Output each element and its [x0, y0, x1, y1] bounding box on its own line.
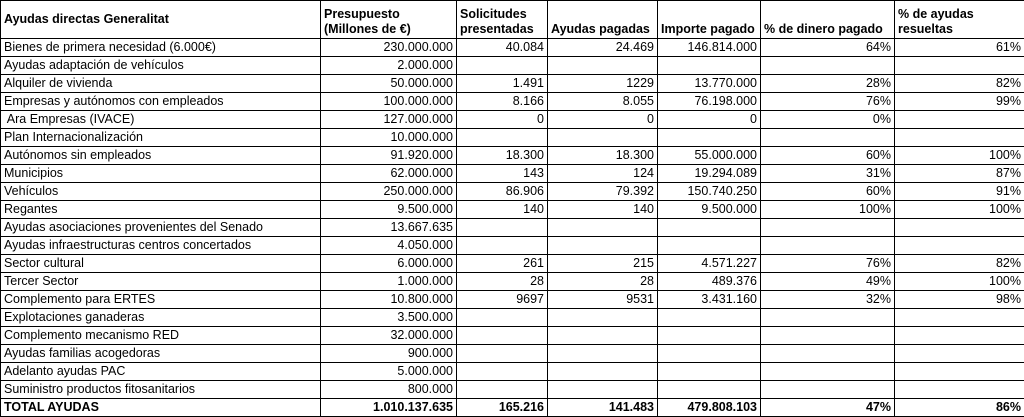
cell-amount-paid: 55.000.000: [658, 147, 761, 165]
cell-pct-money: 32%: [761, 291, 895, 309]
cell-amount-paid: [658, 363, 761, 381]
cell-pct-resolved: 82%: [895, 75, 1024, 93]
cell-pct-resolved: [895, 363, 1024, 381]
cell-budget: 91.920.000: [321, 147, 457, 165]
cell-requests: [457, 309, 548, 327]
cell-paid-aids: 28: [548, 273, 658, 291]
cell-pct-resolved: [895, 57, 1024, 75]
cell-pct-resolved: 98%: [895, 291, 1024, 309]
cell-pct-money: [761, 363, 895, 381]
table-row: [1, 165, 1024, 183]
cell-amount-paid: [658, 345, 761, 363]
table-row: [1, 111, 1024, 129]
cell-concept: Tercer Sector: [1, 273, 321, 291]
table-row: [1, 57, 1024, 75]
cell-budget: 62.000.000: [321, 165, 457, 183]
cell-concept: Plan Internacionalización: [1, 129, 321, 147]
cell-budget: 250.000.000: [321, 183, 457, 201]
table-row: [1, 381, 1024, 399]
cell-requests: 40.084: [457, 39, 548, 57]
cell-paid-aids: 140: [548, 201, 658, 219]
cell-concept: Complemento para ERTES: [1, 291, 321, 309]
cell-pct-money: 76%: [761, 255, 895, 273]
cell-pct-money: 64%: [761, 39, 895, 57]
total-budget: 1.010.137.635: [321, 399, 457, 417]
table-row: [1, 93, 1024, 111]
cell-budget: 50.000.000: [321, 75, 457, 93]
cell-concept: Explotaciones ganaderas: [1, 309, 321, 327]
cell-pct-money: 100%: [761, 201, 895, 219]
header-pct-resolved: % de ayudas resueltas: [895, 1, 1024, 39]
cell-pct-resolved: 99%: [895, 93, 1024, 111]
table-row: [1, 273, 1024, 291]
cell-pct-resolved: [895, 381, 1024, 399]
cell-concept: Vehículos: [1, 183, 321, 201]
cell-paid-aids: [548, 219, 658, 237]
header-row: [1, 1, 1024, 39]
cell-pct-resolved: 91%: [895, 183, 1024, 201]
cell-amount-paid: [658, 381, 761, 399]
total-requests: 165.216: [457, 399, 548, 417]
cell-pct-resolved: 61%: [895, 39, 1024, 57]
cell-requests: [457, 381, 548, 399]
cell-requests: 86.906: [457, 183, 548, 201]
cell-requests: [457, 327, 548, 345]
table-row: [1, 237, 1024, 255]
cell-pct-resolved: [895, 309, 1024, 327]
total-pct-money: 47%: [761, 399, 895, 417]
cell-paid-aids: 0: [548, 111, 658, 129]
cell-requests: 140: [457, 201, 548, 219]
cell-requests: 143: [457, 165, 548, 183]
cell-pct-resolved: 100%: [895, 147, 1024, 165]
cell-requests: [457, 345, 548, 363]
cell-paid-aids: [548, 237, 658, 255]
cell-paid-aids: [548, 345, 658, 363]
cell-requests: [457, 129, 548, 147]
cell-requests: 261: [457, 255, 548, 273]
cell-concept: Municipios: [1, 165, 321, 183]
cell-requests: [457, 363, 548, 381]
cell-paid-aids: [548, 381, 658, 399]
total-paid-aids: 141.483: [548, 399, 658, 417]
cell-paid-aids: 1229: [548, 75, 658, 93]
cell-pct-money: [761, 237, 895, 255]
cell-requests: 8.166: [457, 93, 548, 111]
cell-budget: 9.500.000: [321, 201, 457, 219]
cell-budget: 4.050.000: [321, 237, 457, 255]
cell-amount-paid: 9.500.000: [658, 201, 761, 219]
cell-amount-paid: 4.571.227: [658, 255, 761, 273]
cell-amount-paid: [658, 309, 761, 327]
cell-requests: [457, 237, 548, 255]
cell-budget: 6.000.000: [321, 255, 457, 273]
cell-paid-aids: [548, 309, 658, 327]
cell-pct-resolved: 82%: [895, 255, 1024, 273]
cell-concept: Suministro productos fitosanitarios: [1, 381, 321, 399]
table-row: [1, 255, 1024, 273]
table-row: [1, 183, 1024, 201]
total-pct-resolved: 86%: [895, 399, 1024, 417]
cell-amount-paid: [658, 327, 761, 345]
table-row: [1, 129, 1024, 147]
table-row: [1, 147, 1024, 165]
cell-amount-paid: 76.198.000: [658, 93, 761, 111]
cell-pct-money: 28%: [761, 75, 895, 93]
table-row: [1, 201, 1024, 219]
cell-paid-aids: 124: [548, 165, 658, 183]
cell-budget: 13.667.635: [321, 219, 457, 237]
header-pct-money: % de dinero pagado: [761, 1, 895, 39]
cell-pct-money: 76%: [761, 93, 895, 111]
cell-budget: 900.000: [321, 345, 457, 363]
cell-pct-money: 31%: [761, 165, 895, 183]
cell-concept: Alquiler de vivienda: [1, 75, 321, 93]
header-paid-aids: Ayudas pagadas: [548, 1, 658, 39]
cell-pct-resolved: [895, 219, 1024, 237]
cell-budget: 1.000.000: [321, 273, 457, 291]
cell-budget: 5.000.000: [321, 363, 457, 381]
table-row: [1, 327, 1024, 345]
cell-requests: 0: [457, 111, 548, 129]
cell-concept: Ayudas familias acogedoras: [1, 345, 321, 363]
header-concept: Ayudas directas Generalitat: [1, 1, 321, 39]
cell-pct-resolved: 100%: [895, 201, 1024, 219]
table-row: [1, 291, 1024, 309]
cell-pct-money: 49%: [761, 273, 895, 291]
cell-pct-resolved: [895, 345, 1024, 363]
cell-budget: 100.000.000: [321, 93, 457, 111]
cell-requests: 1.491: [457, 75, 548, 93]
cell-pct-resolved: 100%: [895, 273, 1024, 291]
cell-pct-resolved: [895, 237, 1024, 255]
cell-requests: 18.300: [457, 147, 548, 165]
cell-paid-aids: [548, 363, 658, 381]
cell-budget: 32.000.000: [321, 327, 457, 345]
cell-budget: 10.800.000: [321, 291, 457, 309]
table-row: [1, 345, 1024, 363]
cell-paid-aids: 24.469: [548, 39, 658, 57]
cell-amount-paid: 19.294.089: [658, 165, 761, 183]
cell-amount-paid: 489.376: [658, 273, 761, 291]
cell-concept: Adelanto ayudas PAC: [1, 363, 321, 381]
header-requests: Solicitudes presentadas: [457, 1, 548, 39]
cell-pct-resolved: [895, 129, 1024, 147]
cell-budget: 800.000: [321, 381, 457, 399]
cell-pct-resolved: [895, 111, 1024, 129]
cell-concept: Sector cultural: [1, 255, 321, 273]
cell-pct-resolved: 87%: [895, 165, 1024, 183]
cell-paid-aids: 9531: [548, 291, 658, 309]
cell-paid-aids: [548, 57, 658, 75]
cell-concept: Complemento mecanismo RED: [1, 327, 321, 345]
cell-budget: 3.500.000: [321, 309, 457, 327]
cell-amount-paid: 146.814.000: [658, 39, 761, 57]
cell-amount-paid: [658, 237, 761, 255]
cell-paid-aids: 8.055: [548, 93, 658, 111]
cell-pct-money: [761, 57, 895, 75]
cell-pct-money: 60%: [761, 147, 895, 165]
header-budget: Presupuesto (Millones de €): [321, 1, 457, 39]
cell-concept: Ayudas asociaciones provenientes del Senado: [1, 219, 321, 237]
cell-concept: Autónomos sin empleados: [1, 147, 321, 165]
cell-budget: 230.000.000: [321, 39, 457, 57]
cell-paid-aids: 18.300: [548, 147, 658, 165]
cell-pct-money: [761, 327, 895, 345]
cell-amount-paid: 0: [658, 111, 761, 129]
total-amount-paid: 479.808.103: [658, 399, 761, 417]
table-row: [1, 75, 1024, 93]
cell-requests: 28: [457, 273, 548, 291]
cell-requests: 9697: [457, 291, 548, 309]
cell-paid-aids: [548, 129, 658, 147]
cell-concept: Ayudas adaptación de vehículos: [1, 57, 321, 75]
table-body: [1, 39, 1024, 417]
cell-paid-aids: 79.392: [548, 183, 658, 201]
cell-amount-paid: 150.740.250: [658, 183, 761, 201]
cell-paid-aids: [548, 327, 658, 345]
cell-amount-paid: 3.431.160: [658, 291, 761, 309]
cell-pct-money: [761, 381, 895, 399]
cell-pct-money: [761, 129, 895, 147]
table-row: [1, 39, 1024, 57]
cell-requests: [457, 219, 548, 237]
cell-concept: Bienes de primera necesidad (6.000€): [1, 39, 321, 57]
table-row: [1, 219, 1024, 237]
table-row: [1, 363, 1024, 381]
cell-amount-paid: [658, 129, 761, 147]
cell-budget: 10.000.000: [321, 129, 457, 147]
cell-budget: 127.000.000: [321, 111, 457, 129]
cell-amount-paid: 13.770.000: [658, 75, 761, 93]
cell-concept: Ayudas infraestructuras centros concertados: [1, 237, 321, 255]
cell-pct-money: [761, 345, 895, 363]
cell-pct-money: [761, 219, 895, 237]
cell-requests: [457, 57, 548, 75]
table-row: [1, 309, 1024, 327]
cell-amount-paid: [658, 57, 761, 75]
cell-pct-money: [761, 309, 895, 327]
cell-pct-resolved: [895, 327, 1024, 345]
cell-concept: Ara Empresas (IVACE): [1, 111, 321, 129]
cell-concept: Empresas y autónomos con empleados: [1, 93, 321, 111]
header-amount-paid: Importe pagado: [658, 1, 761, 39]
cell-budget: 2.000.000: [321, 57, 457, 75]
cell-pct-money: 60%: [761, 183, 895, 201]
cell-amount-paid: [658, 219, 761, 237]
cell-concept: Regantes: [1, 201, 321, 219]
total-concept: TOTAL AYUDAS: [1, 399, 321, 417]
cell-paid-aids: 215: [548, 255, 658, 273]
cell-pct-money: 0%: [761, 111, 895, 129]
